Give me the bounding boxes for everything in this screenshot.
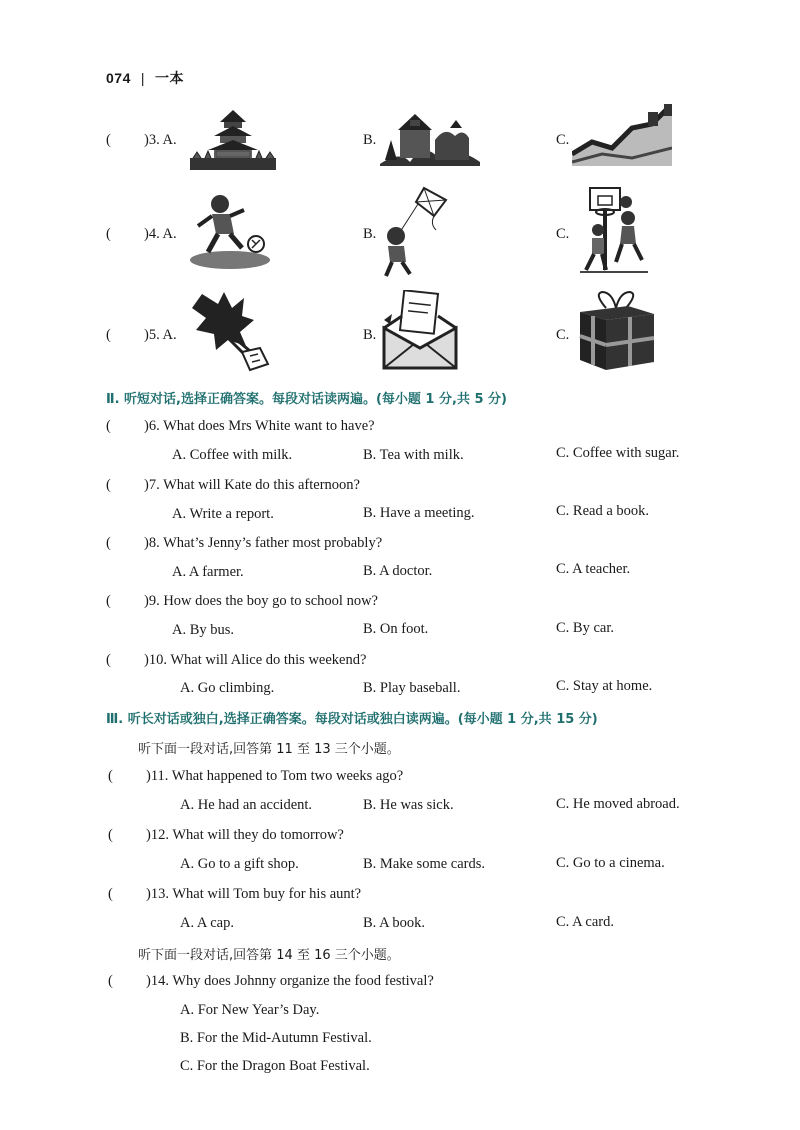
question-number: )3.	[144, 132, 160, 148]
option-c[interactable]: C. Go to a cinema.	[556, 855, 665, 871]
option-b-label: B.	[363, 327, 377, 343]
option-c-label: C.	[556, 327, 570, 343]
section-3-intro-1: 听下面一段对话,回答第 11 至 13 三个小题。	[138, 742, 400, 757]
option-c[interactable]: C. Coffee with sugar.	[556, 445, 680, 461]
question-stem: )7. What will Kate do this afternoon?	[144, 477, 360, 493]
option-a[interactable]: A. For New Year’s Day.	[180, 1002, 320, 1018]
answer-paren[interactable]: (	[108, 827, 113, 843]
summer-palace-icon	[380, 110, 480, 166]
option-b[interactable]: B. Tea with milk.	[363, 447, 464, 463]
question-10	[106, 652, 366, 669]
question-9	[106, 593, 378, 610]
question-stem: )11. What happened to Tom two weeks ago?	[146, 768, 404, 784]
option-b[interactable]: B. A doctor.	[363, 563, 433, 579]
option-c[interactable]: C. He moved abroad.	[556, 796, 680, 812]
question-5	[106, 327, 177, 344]
option-c[interactable]: C. For the Dragon Boat Festival.	[180, 1058, 370, 1074]
question-11	[108, 768, 403, 785]
answer-paren[interactable]: (	[106, 593, 111, 609]
temple-of-heaven-icon	[190, 108, 276, 172]
option-c[interactable]: C. By car.	[556, 620, 614, 636]
option-a[interactable]: A. Go climbing.	[180, 680, 275, 696]
section-2-title: Ⅱ. 听短对话,选择正确答案。每段对话读两遍。(每小题 1 分,共 5 分)	[106, 392, 507, 407]
option-b[interactable]: B. Make some cards.	[363, 856, 486, 872]
flower-bouquet-icon	[188, 290, 274, 374]
option-b[interactable]: B. On foot.	[363, 621, 429, 637]
option-b-label: B.	[363, 226, 377, 242]
question-stem: )8. What’s Jenny’s father most probably?	[144, 535, 383, 551]
option-b-label: B.	[363, 132, 377, 148]
option-a[interactable]: A. By bus.	[172, 622, 235, 638]
kids-playing-basketball-icon	[576, 184, 652, 276]
option-a-label: A.	[162, 327, 177, 343]
question-6	[106, 418, 375, 435]
answer-paren[interactable]: (	[106, 652, 111, 668]
option-c-label: C.	[556, 132, 570, 148]
answer-paren[interactable]: (	[106, 477, 111, 493]
answer-paren[interactable]: (	[108, 768, 113, 784]
question-stem: )9. How does the boy go to school now?	[144, 593, 378, 609]
question-stem: )13. What will Tom buy for his aunt?	[146, 886, 362, 902]
option-a-label: A.	[162, 226, 177, 242]
option-c[interactable]: C. A teacher.	[556, 561, 631, 577]
great-wall-icon	[572, 104, 672, 166]
answer-paren[interactable]: (	[106, 535, 111, 551]
section-3-title: Ⅲ. 听长对话或独白,选择正确答案。每段对话或独白读两遍。(每小题 1 分,共 15 分)	[106, 712, 598, 727]
answer-paren[interactable]: (	[106, 418, 111, 434]
boy-playing-soccer-icon	[190, 192, 272, 270]
question-stem: )6. What does Mrs White want to have?	[144, 418, 375, 434]
question-4	[106, 226, 177, 243]
brand-name: 一本	[155, 70, 184, 86]
option-a[interactable]: A. Write a report.	[172, 506, 274, 522]
option-a[interactable]: A. Go to a gift shop.	[180, 856, 299, 872]
option-a[interactable]: A. A cap.	[180, 915, 234, 931]
question-14	[108, 973, 434, 990]
section-3-intro-2: 听下面一段对话,回答第 14 至 16 三个小题。	[138, 948, 400, 963]
question-13	[108, 886, 361, 903]
option-b[interactable]: B. Play baseball.	[363, 680, 461, 696]
question-stem: )12. What will they do tomorrow?	[146, 827, 344, 843]
answer-paren[interactable]: (	[108, 973, 113, 989]
option-c[interactable]: C. Read a book.	[556, 503, 650, 519]
option-b[interactable]: B. He was sick.	[363, 797, 454, 813]
question-8	[106, 535, 382, 552]
option-a-label: A.	[162, 132, 177, 148]
option-a[interactable]: A. He had an accident.	[180, 797, 313, 813]
page-number: 074	[106, 70, 131, 86]
answer-paren[interactable]: (	[106, 226, 111, 242]
envelope-card-icon	[380, 290, 460, 372]
question-stem: )14. Why does Johnny organize the food festival?	[146, 973, 434, 989]
page-header	[106, 68, 184, 88]
option-c[interactable]: C. A card.	[556, 914, 614, 930]
answer-paren[interactable]: (	[108, 886, 113, 902]
option-b[interactable]: B. Have a meeting.	[363, 505, 475, 521]
option-b[interactable]: B. For the Mid-Autumn Festival.	[180, 1030, 372, 1046]
option-b[interactable]: B. A book.	[363, 915, 426, 931]
gift-box-icon	[576, 290, 658, 372]
boy-flying-kite-icon	[378, 186, 450, 278]
question-7	[106, 477, 360, 494]
question-3	[106, 132, 177, 149]
option-c[interactable]: C. Stay at home.	[556, 678, 653, 694]
option-a[interactable]: A. A farmer.	[172, 564, 244, 580]
question-12	[108, 827, 344, 844]
question-stem: )10. What will Alice do this weekend?	[144, 652, 367, 668]
option-c-label: C.	[556, 226, 570, 242]
answer-paren[interactable]: (	[106, 132, 111, 148]
question-number: )5.	[144, 327, 160, 343]
header-separator: |	[140, 70, 145, 86]
option-a[interactable]: A. Coffee with milk.	[172, 447, 293, 463]
question-number: )4.	[144, 226, 160, 242]
answer-paren[interactable]: (	[106, 327, 111, 343]
